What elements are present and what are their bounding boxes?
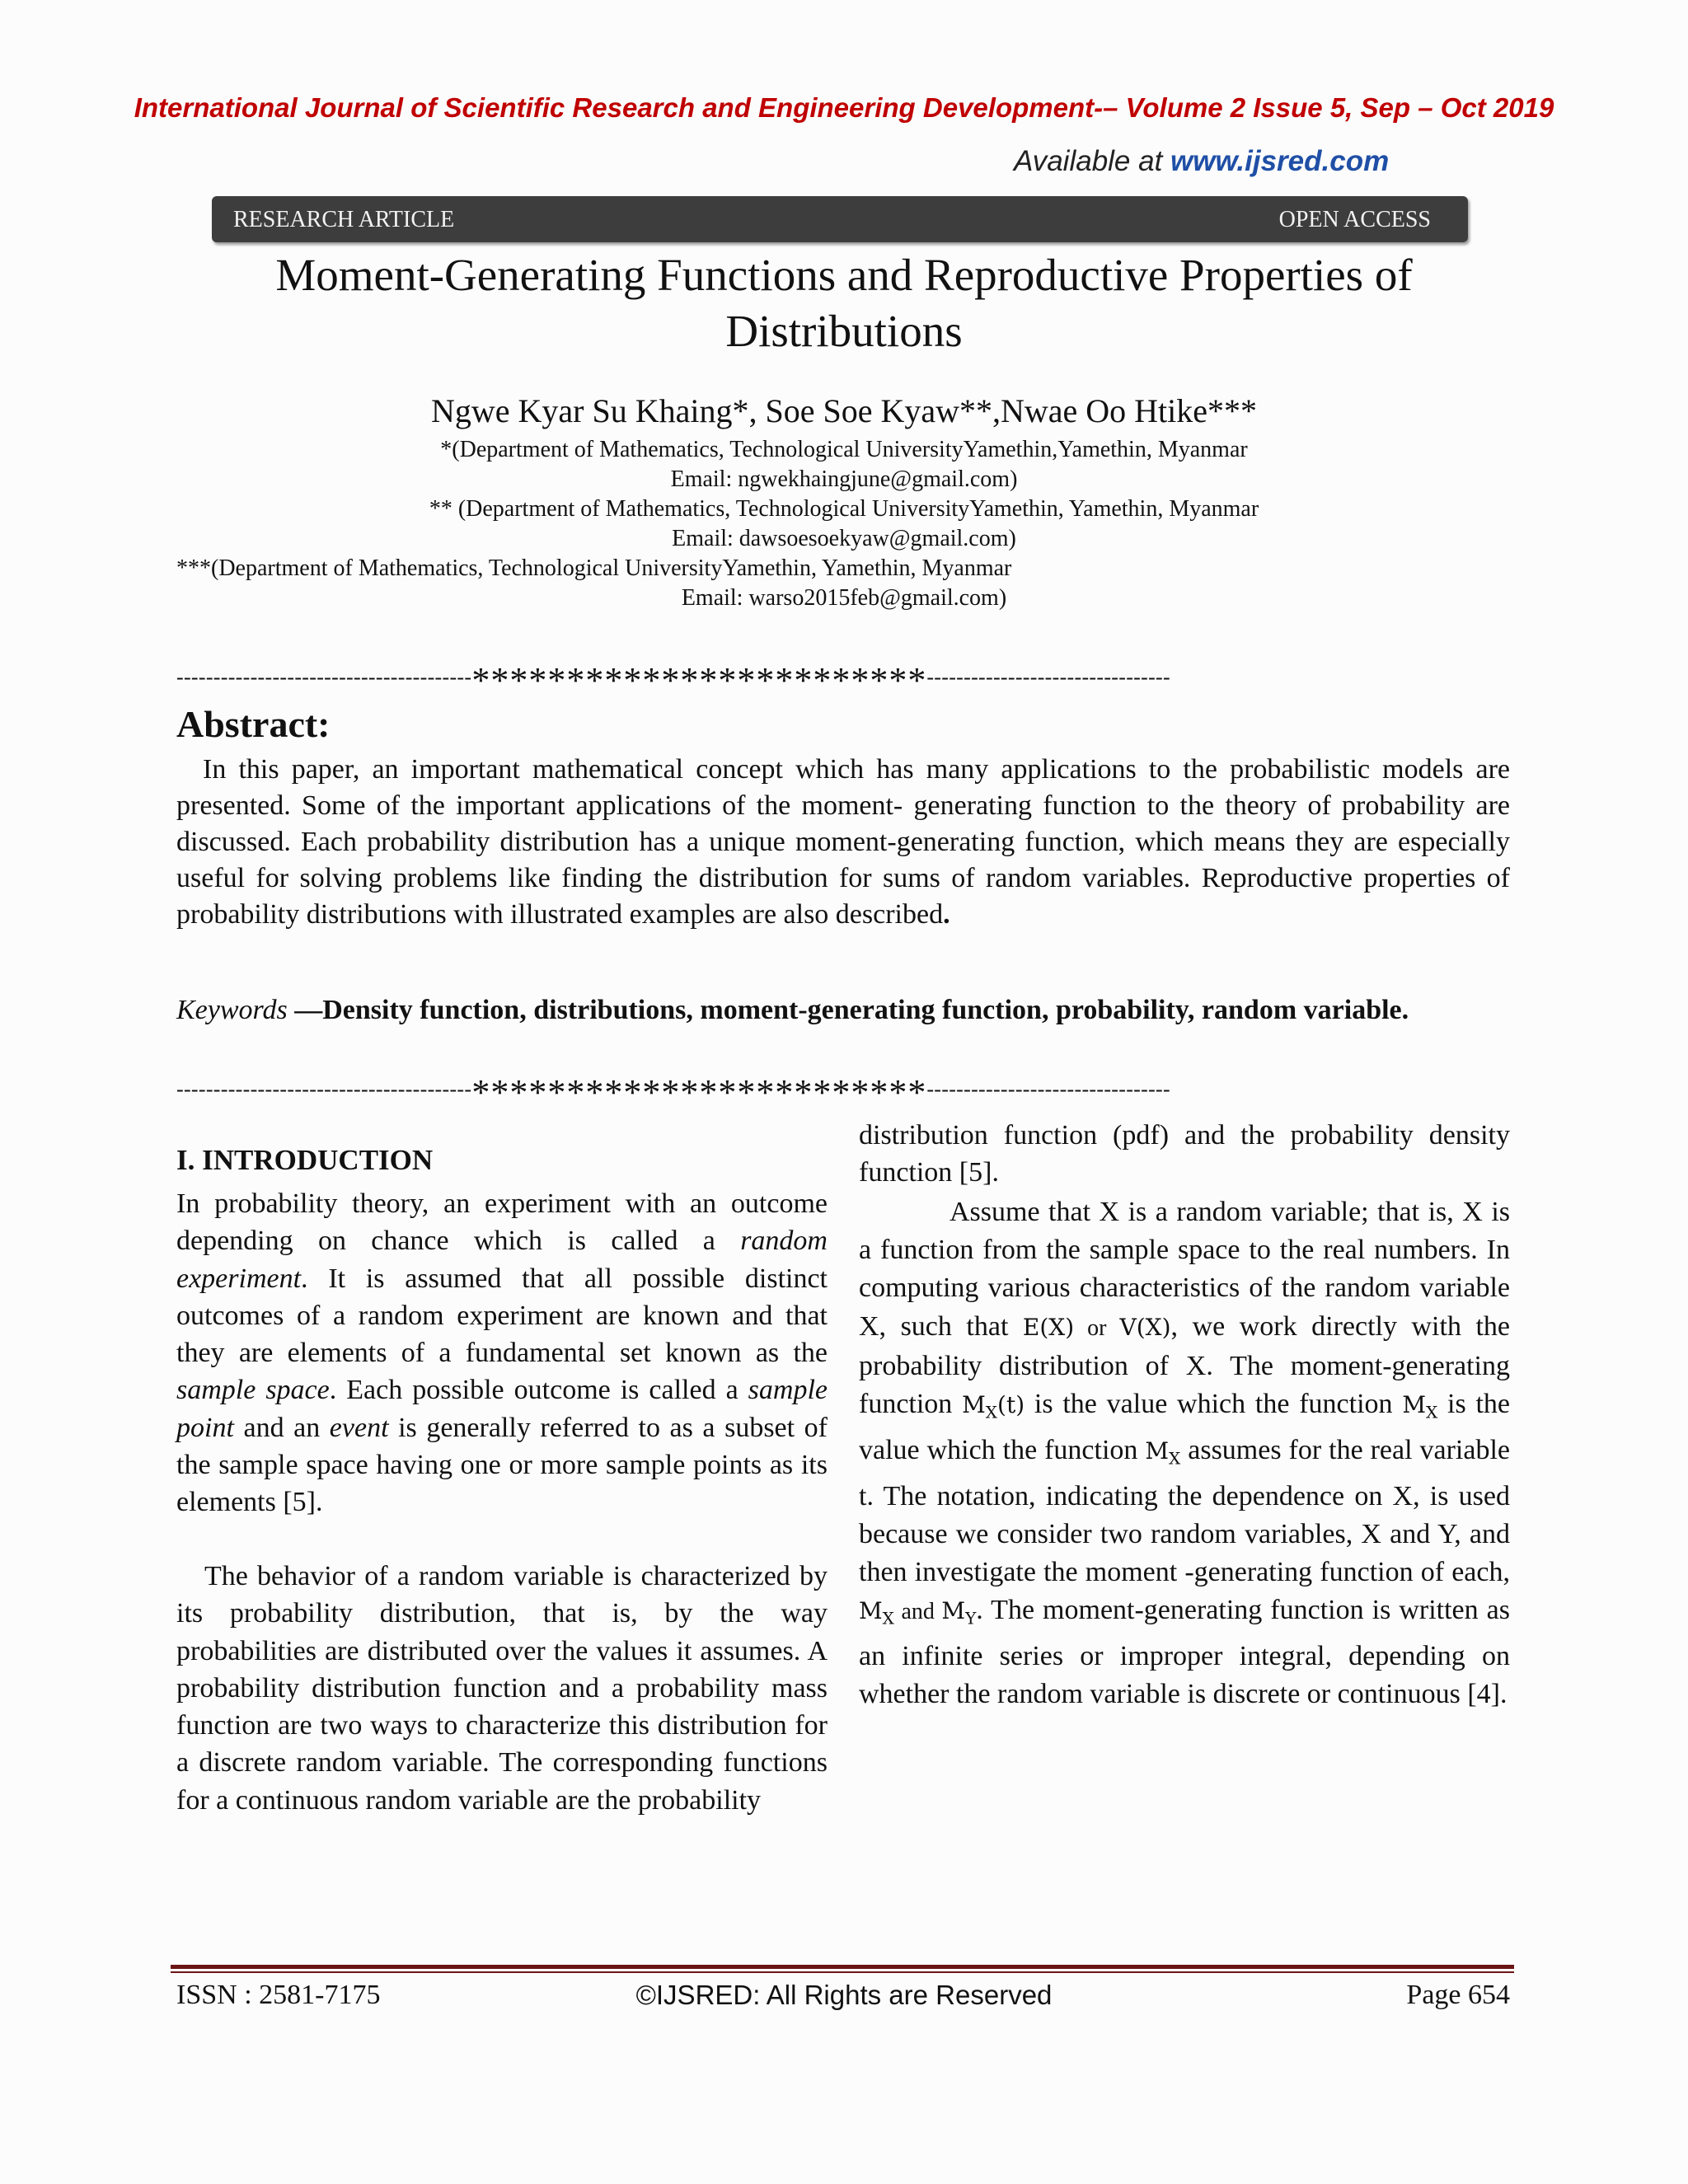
footer-page-number: Page 654	[1406, 1980, 1510, 2010]
article-type: RESEARCH ARTICLE	[233, 207, 455, 232]
footer-copyright: ©IJSRED: All Rights are Reserved	[635, 1980, 1053, 2010]
access-label: OPEN ACCESS	[1278, 207, 1431, 232]
keywords-label: Keywords	[176, 995, 288, 1025]
paper-title: Moment-Generating Functions and Reproductive Properties of Distributions	[275, 250, 1413, 356]
keywords	[176, 992, 1510, 1029]
availability-line	[1014, 145, 1389, 178]
footer-rule-thin	[171, 1971, 1514, 1973]
intro-paragraph-2: The behavior of a random variable is characterized by its probability distribution, that is, by the way probabilities are distributed over the values it assumes. A probability distribution function and a probability mass function are two ways to characterize this distribution for a discrete random variable. The corresponding functions for a continuous random variable are the probability	[176, 1561, 828, 1816]
footer-rule	[171, 1965, 1514, 1969]
email-1: Email: ngwekhaingjune@gmail.com)	[670, 466, 1018, 492]
section-heading-introduction: I. INTRODUCTION	[176, 1144, 434, 1176]
separator-rule-bottom: ----------------------------------------************************---------------------------------	[176, 1072, 1170, 1113]
abstract-heading: Abstract:	[176, 703, 331, 745]
keywords-list: —Density function, distributions, moment-generating function, probability, random variable.	[287, 995, 1409, 1025]
separator-rule-top: ----------------------------------------************************---------------------------------	[176, 660, 1170, 701]
intro-paragraph-4: Assume that X is a random variable; that is, X is a function from the sample space to the real numbers. In computing various characteristics of the random variable X, such that E(X) or V(X), we work directly with the probability distribution of X. The moment-generating function $M_X(t)$ is the value which the function $M_X$ is the value which the function $M_X$ assumes for the real variable t. The notation, indicating the dependence on X, is used because we consider two random variables, X and Y, and then investigate the moment -generating function of each, $M_X$ and $M_Y$. The moment-generating function is written as an infinite series or improper integral, depending on whether the random variable is discrete or continuous [4].	[859, 1197, 1511, 1710]
intro-paragraph-1: In probability theory, an experiment with an outcome depending on chance which is called a random experiment. It is assumed that all possible distinct outcomes of a random experiment are known and that they are elements of a fundamental set known as the sample space. Each possible outcome is called a sample point and an event is generally referred to as a subset of the sample space having one or more sample points as its elements [5].	[176, 1188, 828, 1518]
email-2: Email: dawsoesoekyaw@gmail.com)	[672, 526, 1016, 551]
available-prefix: Available at	[1014, 145, 1171, 177]
footer-issn: ISSN : 2581-7175	[176, 1980, 381, 2010]
affiliation-1: *(Department of Mathematics, Technological UniversityYamethin,Yamethin, Myanmar	[440, 437, 1248, 462]
intro-paragraph-3: distribution function (pdf) and the probability density function [5].	[859, 1120, 1510, 1188]
authors: Ngwe Kyar Su Khaing*, Soe Soe Kyaw**,Nwae Oo Htike***	[430, 392, 1258, 429]
journal-link[interactable]: www.ijsred.com	[1170, 145, 1390, 177]
email-3: Email: warso2015feb@gmail.com)	[681, 585, 1007, 611]
article-banner	[212, 196, 1468, 242]
journal-header: International Journal of Scientific Research and Engineering Development-– Volume 2 Issue 5, Sep – Oct 2019	[134, 92, 1554, 123]
affiliation-2: ** (Department of Mathematics, Technological UniversityYamethin, Yamethin, Myanmar	[429, 496, 1259, 522]
affiliation-3: ***(Department of Mathematics, Technological UniversityYamethin, Yamethin, Myanmar	[176, 555, 1012, 581]
abstract-text: In this paper, an important mathematical concept which has many applications to the probabilistic models are presented. Some of the important applications of the moment- generating function to the theory of probability are discussed. Each probability distribution has a unique moment-generating function, which means they are especially useful for solving problems like finding the distribution for sums of random variables. Reproductive properties of probability distributions with illustrated examples are also described.	[176, 754, 1510, 930]
